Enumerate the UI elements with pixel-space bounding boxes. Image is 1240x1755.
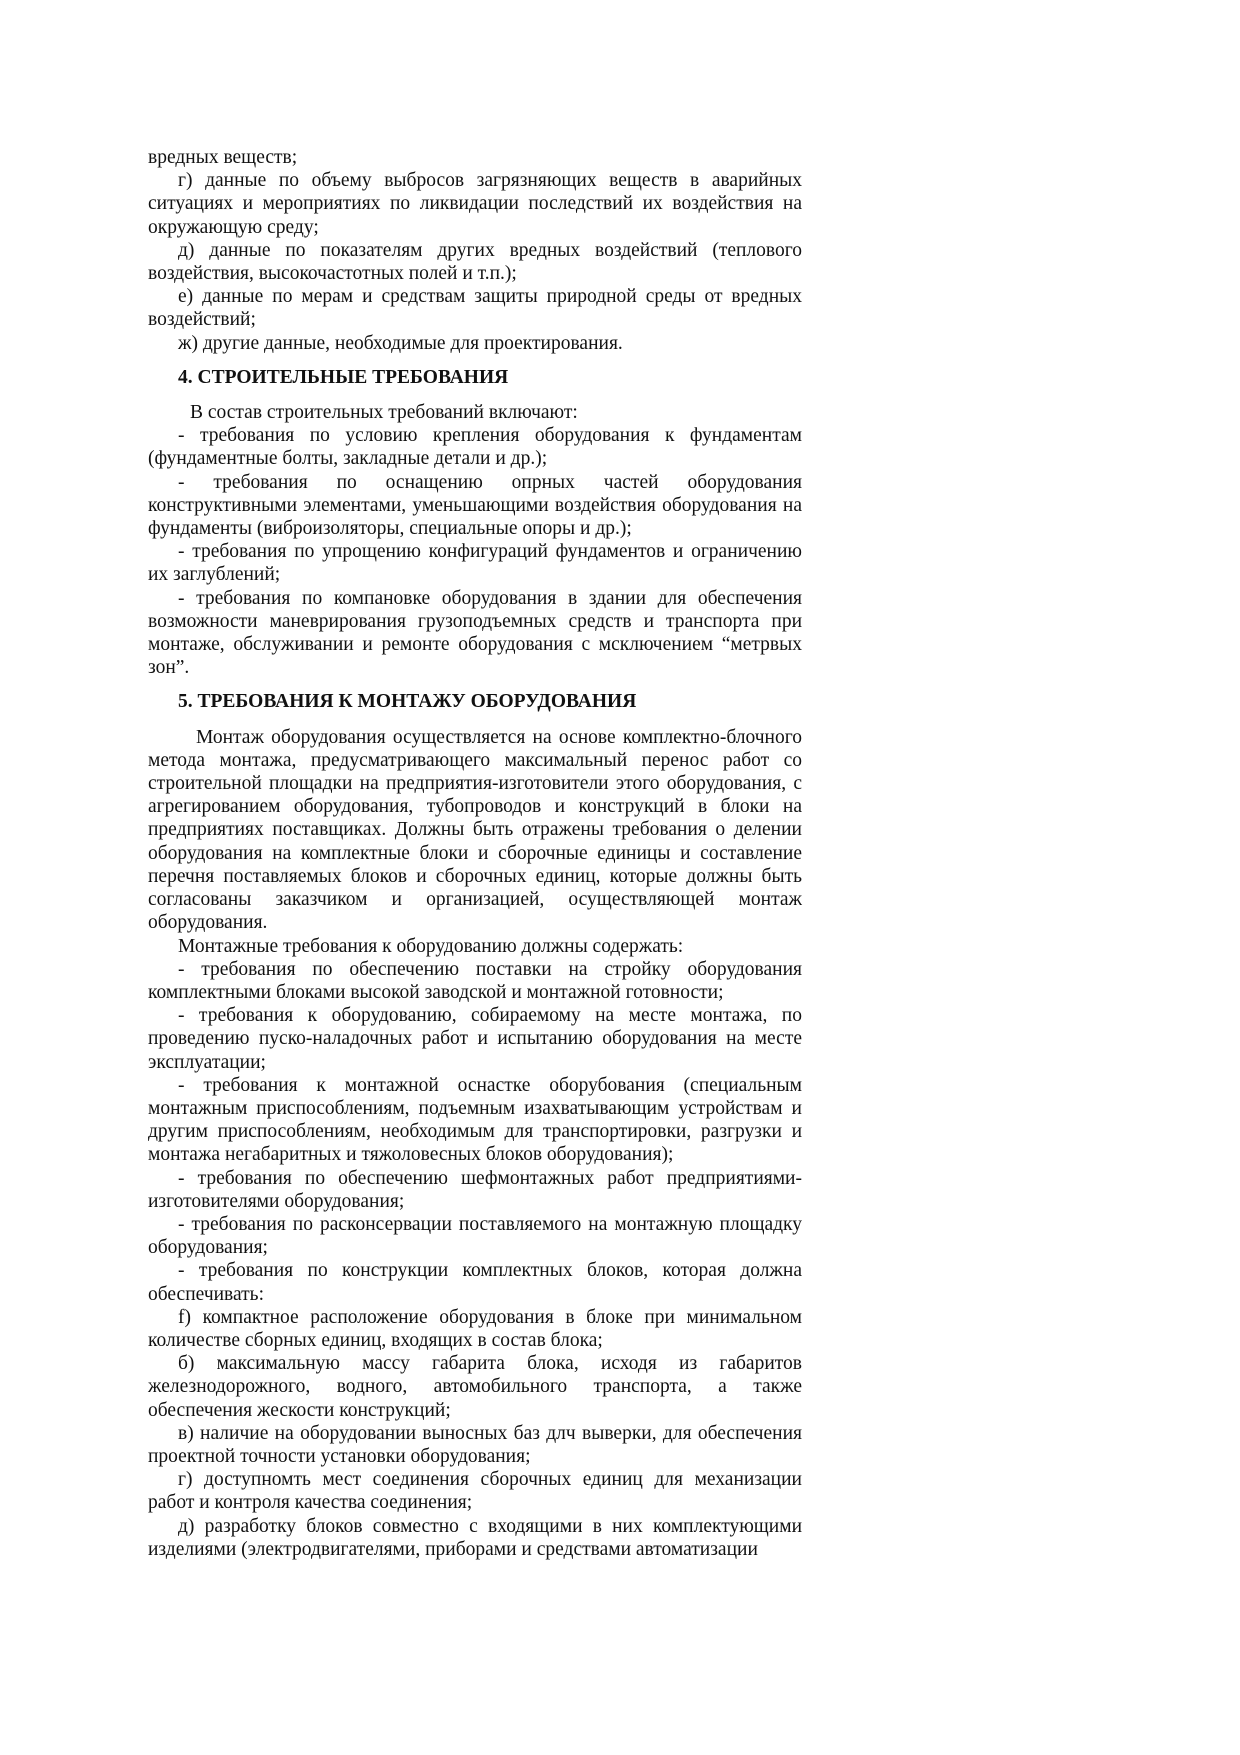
section4-paragraph: - требования по оснащению опрных частей оборудования конструктивными элементами, уменьшающими воздействия оборудования на фундаменты (виброизоляторы, специальные опоры и др.); xyxy=(148,471,802,540)
paragraph-intro-e: е) данные по мерам и средствам защиты природной среды от вредных воздействий; xyxy=(148,286,802,331)
section5-paragraph: - требования к оборудованию, собираемому на месте монтажа, по проведению пуско-наладочных работ и испытанию оборудования на месте эксплуатации; xyxy=(148,1005,802,1073)
section4-paragraph: - требования по упрощению конфигураций фундаментов и ограничению их заглублений; xyxy=(148,541,802,586)
section5-paragraph: г) доступномть мест соединения сборочных единиц для механизации работ и контроля качества соединения; xyxy=(148,1469,802,1514)
section5-paragraph: - требования по обеспечению шефмонтажных работ предприятиями-изготовителями оборудования; xyxy=(148,1167,802,1212)
section5-paragraph: - требования к монтажной оснастке оборубования (специальным монтажным приспособлениям, подъемным изахватывающим устройствам и другим приспособлениям, необходимым для транспортировки, разгрузки и монтажа негабаритных и тяжоловесных блоков оборудования); xyxy=(148,1074,802,1166)
paragraph-intro-zh: ж) другие данные, необходимые для проектирования. xyxy=(178,332,623,354)
document-page xyxy=(148,146,802,1561)
section-heading-5: 5. ТРЕБОВАНИЯ К МОНТАЖУ ОБОРУДОВАНИЯ xyxy=(178,691,637,713)
section4-paragraph: - требования по компановке оборудования в здании для обеспечения возможности маневрирования грузоподъемных средств и транспорта при монтаже, обслуживании и ремонте оборудования с мсключением “метрвых зон”. xyxy=(148,587,802,679)
section4-paragraph: В состав строительных требований включают: xyxy=(190,402,578,424)
section5-paragraph: в) наличие на оборудовании выносных баз длч выверки, для обеспечения проектной точности установки оборудования; xyxy=(148,1422,802,1467)
section5-paragraph: д) разработку блоков совместно с входящими в них комплектующими изделиями (электродвигателями, приборами и средствами автоматизации xyxy=(148,1515,802,1560)
section5-paragraph: Монтажные требования к оборудованию должны содержать: xyxy=(178,935,684,957)
section5-paragraph: - требования по расконсервации поставляемого на монтажную площадку оборудования; xyxy=(148,1213,802,1259)
section5-paragraph: f) компактное расположение оборудования в блоке при минимальном количестве сборных единиц, входящих в состав блока; xyxy=(148,1306,802,1351)
section5-paragraph: - требования по обеспечению поставки на стройку оборудования комплектными блоками высокой заводской и монтажной готовности; xyxy=(148,958,802,1003)
section4-paragraph: - требования по условию крепления оборудования к фундаментам (фундаментные болты, закладные детали и др.); xyxy=(148,425,802,470)
paragraph-intro-g: г) данные по объему выбросов загрязняющих веществ в аварийных ситуациях и мероприятиях по ликвидации последствий их воздействия на окружающую среду; xyxy=(148,170,802,238)
section5-paragraph: Монтаж оборудования осуществляется на основе комплектно-блочного метода монтажа, предусматривающего максимальный перенос работ со строительной площадки на предприятия-изготовители этого оборудования, с агрегированием оборудования, тубопроводов и конструкций в блоки на предприятиях поставщиках. Должны быть отражены требования о делении оборудования на комплектные блоки и сборочные единицы и составление перечня поставляемых блоков и сборочных единиц, которые должны быть согласованы заказчиком и организацией, осуществляющей монтаж оборудования. xyxy=(148,726,802,934)
paragraph-intro-d: д) данные по показателям других вредных воздействий (теплового воздействия, высокочастотных полей и т.п.); xyxy=(148,239,802,285)
section-heading-4: 4. СТРОИТЕЛЬНЫЕ ТРЕБОВАНИЯ xyxy=(178,366,509,388)
section5-paragraph: - требования по конструкции комплектных блоков, которая должна обеспечивать: xyxy=(148,1260,802,1305)
paragraph-intro-0: вредных веществ; xyxy=(148,147,298,168)
section5-paragraph: б) максимальную массу габарита блока, исходя из габаритов железнодорожного, водного, автомобильного транспорта, а также обеспечения жескости конструкций; xyxy=(148,1353,802,1421)
